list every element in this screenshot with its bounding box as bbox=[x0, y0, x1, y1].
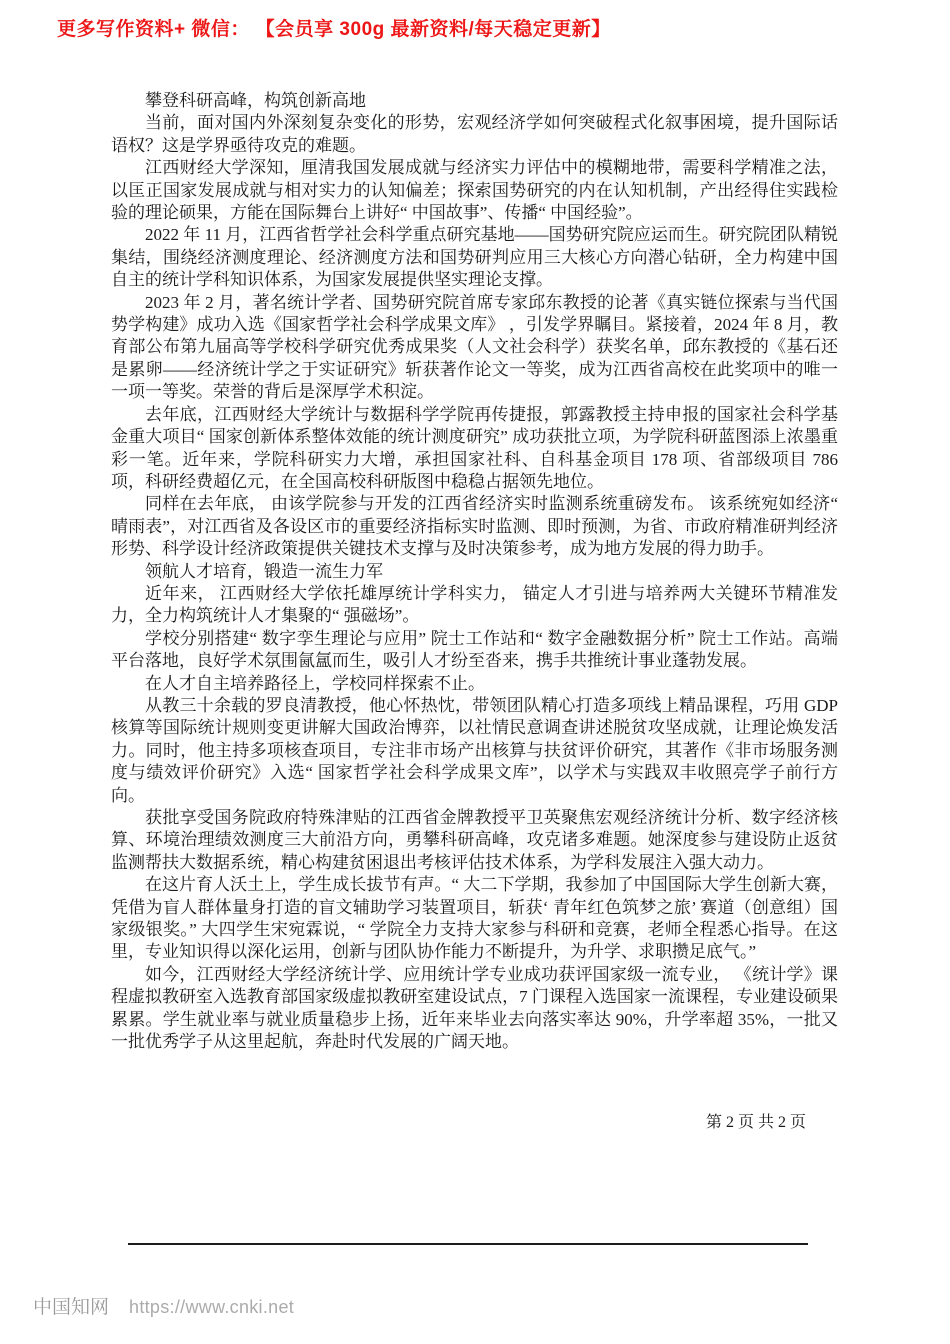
paragraph: 在这片育人沃土上，学生成长拔节有声。“ 大二下学期，我参加了中国国际大学生创新大赛，凭借为盲人群体量身打造的盲文辅助学习装置项目，斩获‘ 青年红色筑梦之旅’ 赛道（创意组）国家级银奖。” 大四学生宋宛霖说，“ 学院全力支持大家参与科研和竞赛，老师全程悉心指导。在这里，专业知识得以深化运用，创新与团队协作能力不断提升，为升学、求职攒足底气。” bbox=[111, 875, 838, 962]
paragraph: 去年底，江西财经大学统计与数据科学学院再传捷报，郭露教授主持申报的国家社会科学基金重大项目“ 国家创新体系整体效能的统计测度研究” 成功获批立项，为学院科研蓝图添上浓墨重彩一笔。近年来，学院科研实力大增，承担国家社科、自科基金项目 178 项、省部级项目 786 项，科研经费超亿元，在全国高校科研版图中稳稳占据领先地位。 bbox=[111, 404, 838, 491]
paragraph: 如今，江西财经大学经济统计学、应用统计学专业成功获评国家级一流专业， 《统计学》课程虚拟教研室入选教育部国家级虚拟教研室建设试点，7 门课程入选国家一流课程，专业建设硕果累累。学生就业率与就业质量稳步上扬，近年来毕业去向落实率达 90%，升学率超 35%，一批又一批优秀学子从这里起航，奔赴时代发展的广阔天地。 bbox=[111, 964, 838, 1052]
section-heading: 攀登科研高峰，构筑创新高地 bbox=[145, 91, 366, 110]
cnki-site-name: 中国知网 bbox=[33, 1297, 110, 1318]
article-body bbox=[111, 90, 838, 1053]
paragraph: 在人才自主培养路径上，学校同样探索不止。 bbox=[145, 673, 485, 693]
paragraph: 获批享受国务院政府特殊津贴的江西省金牌教授平卫英聚焦宏观经济统计分析、数字经济核算、环境治理绩效测度三大前沿方向，勇攀科研高峰，攻克诸多难题。她深度参与建设防止返贫监测帮扶大数据系统，精心构建贫困退出考核评估技术体系，为学科发展注入强大动力。 bbox=[111, 808, 838, 872]
paragraph: 学校分别搭建“ 数字孪生理论与应用” 院士工作站和“ 数字金融数据分析” 院士工作站。高端平台落地，良好学术氛围氤氲而生，吸引人才纷至沓来，携手共推统计事业蓬勃发展。 bbox=[111, 628, 838, 671]
section-heading: 领航人才培育，锻造一流生力军 bbox=[145, 561, 383, 581]
paragraph: 2022 年 11 月，江西省哲学社会科学重点研究基地——国势研究院应运而生。研究院团队精锐集结，围绕经济测度理论、经济测度方法和国势研判应用三大核心方向潜心钻研，全力构建中国自主的统计学科知识体系，为国家发展提供坚实理论支撑。 bbox=[111, 225, 838, 290]
page-indicator: 第 2 页 共 2 页 bbox=[705, 1114, 806, 1131]
paragraph: 当前，面对国内外深刻复杂变化的形势，宏观经济学如何突破程式化叙事困境，提升国际话语权？这是学界亟待攻克的难题。 bbox=[111, 113, 838, 155]
paragraph: 近年来， 江西财经大学依托雄厚统计学科实力， 锚定人才引进与培养两大关键环节精准发力，全力构筑统计人才集聚的“ 强磁场”。 bbox=[111, 583, 838, 626]
cnki-watermark bbox=[33, 1292, 294, 1319]
footer-divider-line bbox=[128, 1243, 808, 1245]
cnki-site-url: https://www.cnki.net bbox=[129, 1297, 295, 1317]
paragraph: 江西财经大学深知，厘清我国发展成就与经济实力评估中的模糊地带，需要科学精准之法，以匡正国家发展成就与相对实力的认知偏差；探索国势研究的内在认知机制，产出经得住实践检验的理论硕果，方能在国际舞台上讲好“ 中国故事”、传播“ 中国经验”。 bbox=[111, 158, 838, 223]
paragraph: 从教三十余载的罗良清教授，他心怀热忱，带领团队精心打造多项线上精品课程，巧用 GDP 核算等国际统计规则变更讲解大国政治博弈，以社情民意调查讲述脱贫攻坚成就，让理论焕发活力。同时，他主持多项核查项目，专注非市场产出核算与扶贫评价研究，其著作《非市场服务测度与绩效评价研究》入选“ 国家哲学社会科学成果文库”，以学术与实践双丰收照亮学子前行方向。 bbox=[111, 695, 838, 805]
paragraph: 2023 年 2 月，著名统计学者、国势研究院首席专家邱东教授的论著《真实链位探索与当代国势学构建》成功入选《国家哲学社会科学成果文库》 ，引发学界瞩目。紧接着，2024 年 8 月，教育部公布第九届高等学校科学研究优秀成果奖（人文社会科学）获奖名单，邱东教授的《基石还是累卵——经济统计学之于实证研究》斩获著作论文一等奖，成为江西省高校在此奖项中的唯一一项一等奖。荣誉的背后是深厚学术积淀。 bbox=[111, 292, 838, 402]
promo-header-text: 更多写作资料+ 微信： 【会员享 300g 最新资料/每天稳定更新】 bbox=[57, 19, 611, 40]
paragraph: 同样在去年底， 由该学院参与开发的江西省经济实时监测系统重磅发布。 该系统宛如经济“ 晴雨表”，对江西省及各设区市的重要经济指标实时监测、即时预测，为省、市政府精准研判经济形势、科学设计经济政策提供关键技术支撑与及时决策参考，成为地方发展的得力助手。 bbox=[111, 494, 838, 559]
